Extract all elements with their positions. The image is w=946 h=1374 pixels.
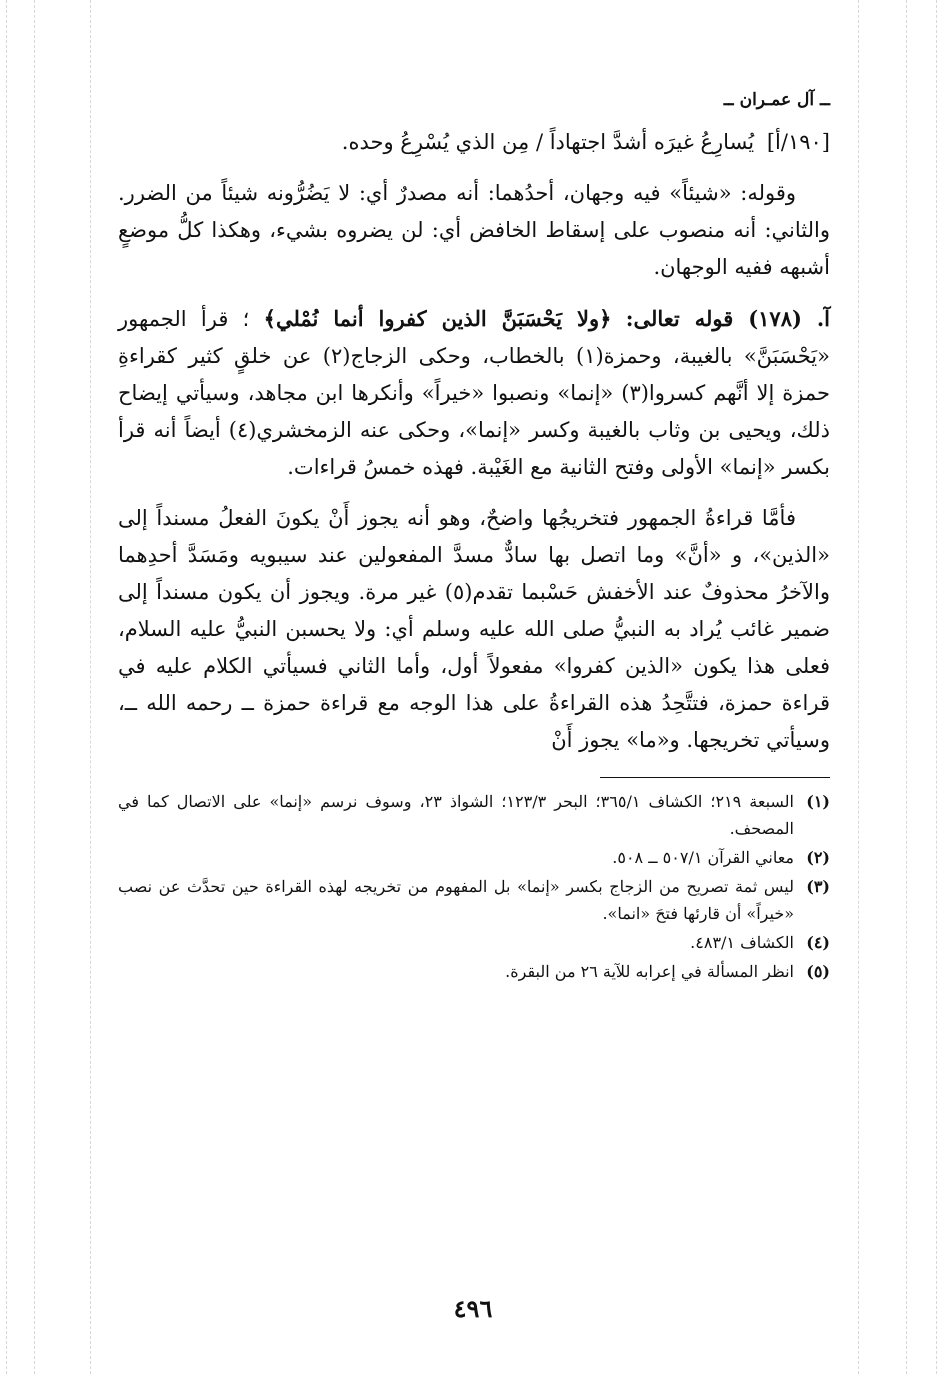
footnote-text: ليس ثمة تصريح من الزجاج بكسر «إنما» بل المفهوم من تخريجه لهذه القراءة حين تحدَّث عن نصب «خيراً» أن قارئها فتحَ «انما». [118, 877, 794, 923]
paragraph-text: يُسارِعُ غيرَه أشدَّ اجتهاداً / مِن الذي يُسْرِعُ وحده. [341, 130, 755, 154]
footnote [118, 929, 830, 956]
quran-verse: ﴿ولا يَحْسَبَنَّ الذين كفروا أنما نُمْلي﴾ [263, 306, 612, 331]
footnote-divider [600, 777, 830, 778]
running-head: ــ آل عمـران ــ [723, 90, 830, 110]
footnote [118, 788, 830, 842]
paragraph-text: ؛ قرأ الجمهور «يَحْسَبَنَّ» بالغيبة، وحمزة(١) بالخطاب، وحكى الزجاج(٢) عن خلقٍ كثير كقراءةِ حمزة إلا أنَّهم كسروا(٣) «إنما» ونصبوا «خيراً» وأنكرها ابن مجاهد، وسيأتي إيضاح ذلك، ويحيى بن وثاب بالغيبة وكسر «إنما»، وحكى عنه الزمخشري(٤) أيضاً أنه قرأ بكسر «إنما» الأولى وفتح الثانية مع الغَيْبة. فهذه خمسُ قراءات. [118, 307, 831, 479]
footnote-number: (١) [806, 792, 830, 811]
page-body [118, 90, 830, 987]
footnote-number: (٣) [806, 877, 830, 896]
verse-label: آ. (١٧٨) قوله تعالى: [625, 306, 830, 331]
paragraph [118, 300, 830, 486]
page-number: ٤٩٦ [453, 1294, 493, 1323]
footnotes [118, 788, 830, 985]
paragraph [118, 175, 830, 286]
footnote-text: معاني القرآن ٥٠٧/١ ــ ٥٠٨. [612, 848, 794, 867]
footnote-number: (٥) [806, 962, 830, 981]
scan-guide-line [6, 0, 7, 1374]
footnote-text: انظر المسألة في إعرابه للآية ٢٦ من البقرة. [505, 962, 794, 981]
footnote [118, 958, 830, 985]
paragraph-text: وقوله: «شيئاً» فيه وجهان، أحدُهما: أنه مصدرٌ أي: لا يَضُرُّونه شيئاً من الضرر. والثاني: أنه منصوب على إسقاط الخافض أي: لن يضروه بشيء، وهكذا كلُّ موضعٍ أشبهه ففيه الوجهان. [118, 181, 830, 279]
scan-guide-line [906, 0, 907, 1374]
paragraph [118, 500, 830, 759]
manuscript-folio-ref: [١٩٠/أ] [766, 130, 830, 154]
paragraph-text: فأمَّا قراءةُ الجمهور فتخريجُها واضحٌ، وهو أنه يجوز أَنْ يكونَ الفعلُ مسنداً إلى «الذين»، و «أنَّ» وما اتصل بها سادٌّ مسدَّ المفعولين عند سيبويه ومَسَدَّ أحدِهما والآخرُ محذوفٌ عند الأخفش حَسْبما تقدم(٥) غير مرة. ويجوز أن يكون مسنداً إلى ضمير غائب يُراد به النبيُّ صلى الله عليه وسلم أي: ولا يحسبن النبيُّ عليه السلام، فعلى هذا يكون «الذين كفروا» مفعولاً أول، وأما الثاني فسيأتي الكلام عليه في قراءة حمزة، فتتَّحِدُ هذه القراءةُ على هذا الوجه مع قراءة حمزة ــ رحمه الله ــ، وسيأتي تخريجها. و«ما» يجوز أَنْ [118, 506, 830, 752]
scan-guide-line [936, 0, 937, 1374]
scan-guide-line [34, 0, 35, 1374]
footnote-number: (٤) [806, 933, 830, 952]
paragraph [118, 124, 830, 161]
scan-guide-line [858, 0, 859, 1374]
footnote-text: السبعة ٢١٩؛ الكشاف ٣٦٥/١؛ البحر ١٢٣/٣؛ الشواذ ٢٣، وسوف نرسم «إنما» على الاتصال كما في المصحف. [118, 792, 795, 838]
footnote-text: الكشاف ٤٨٣/١. [690, 933, 794, 952]
footnote-number: (٢) [806, 848, 830, 867]
scan-guide-line [90, 0, 91, 1374]
footnote [118, 844, 830, 871]
footnote [118, 873, 830, 927]
